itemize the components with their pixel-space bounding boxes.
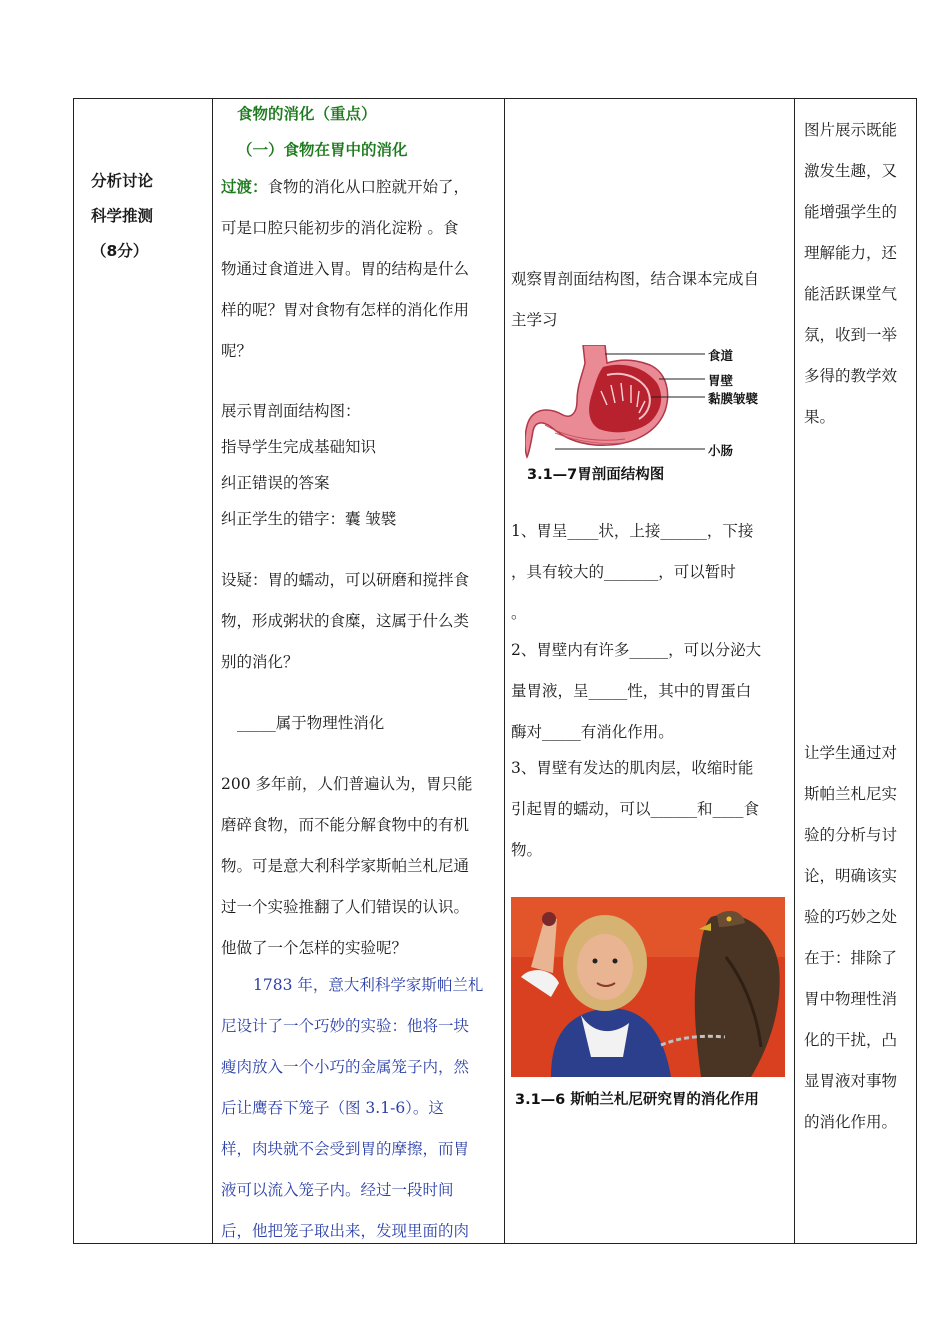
experiment-line: 液可以流入笼子内。经过一段时间 [221,1181,454,1199]
label-stomach-wall: 胃壁 [708,373,734,388]
question-line: 3、胃壁有发达的肌肉层，收缩时能 [511,759,754,777]
stage-time: （8分） [91,242,149,260]
text-line: 纠正错误的答案 [221,474,330,492]
intent-line: 让学生通过对 [804,744,898,762]
text-line: 别的消化？ [221,653,299,671]
intent-line: 理解能力，还 [804,244,898,262]
intent-line: 化的干扰，凸 [804,1031,898,1049]
text-line: 过一个实验推翻了人们错误的认识。 [221,898,470,916]
intent-line: 多得的教学效 [804,367,898,385]
section-subheading: （一）食物在胃中的消化 [237,141,408,159]
text-line: 主学习 [511,311,558,329]
experiment-line: 后让鹰吞下笼子（图 3.1-6）。这 [221,1099,444,1117]
intent-line: 显胃液对事物 [804,1072,898,1090]
question-line: 量胃液，呈_____性，其中的胃蛋白 [511,682,752,700]
text-line: 磨碎食物，而不能分解食物中的有机 [221,816,470,834]
stage-title-2: 科学推测 [91,207,154,225]
text-line: 展示胃剖面结构图： [221,402,361,420]
experiment-line: 瘦肉放入一个小巧的金属笼子内，然 [221,1058,470,1076]
text-line: 指导学生完成基础知识 [221,438,377,456]
design-intent-cell [795,99,917,1244]
experiment-line: 1783 年，意大利科学家斯帕兰札 [253,976,484,994]
text-line: 观察胃剖面结构图，结合课本完成自 [511,270,760,288]
intent-line: 果。 [804,408,836,426]
question-line: 2、胃壁内有许多_____，可以分泌大 [511,641,762,659]
text-line: 200 多年前，人们普遍认为，胃只能 [221,775,473,793]
experiment-line: 样，肉块就不会受到胃的摩擦，而胃 [221,1140,470,1158]
text-line: 设疑：胃的蠕动，可以研磨和搅拌食 [221,571,470,589]
student-activity-cell [505,99,795,1244]
question-line: ，具有较大的_______，可以暂时 [511,563,736,581]
intent-line: 在于：排除了 [804,949,898,967]
stage-title-1: 分析讨论 [91,172,154,190]
intent-line: 胃中物理性消 [804,990,898,1008]
fill-blank-line: _____属于物理性消化 [237,714,385,732]
label-esophagus: 食道 [708,348,734,363]
stage-cell [74,99,213,1244]
section-heading: 食物的消化（重点） [237,105,377,123]
question-line: 引起胃的蠕动，可以______和____食 [511,800,760,818]
text-line: 可是口腔只能初步的消化淀粉 。食 [221,219,459,237]
lesson-plan-table [73,98,917,1244]
text-line: 物通过食道进入胃。胃的结构是什么 [221,260,470,278]
label-small-intestine: 小肠 [708,443,734,458]
transition-label: 过渡： [221,178,268,196]
intent-line: 能增强学生的 [804,203,898,221]
question-line: 。 [511,604,527,622]
experiment-line: 尼设计了一个巧妙的实验：他将一块 [221,1017,470,1035]
intent-line: 氛，收到一举 [804,326,898,344]
intent-line: 能活跃课堂气 [804,285,898,303]
figure-caption-stomach: 3.1—7胃剖面结构图 [527,467,665,483]
text-line: 样的呢？胃对食物有怎样的消化作用 [221,301,470,319]
text-line: 物。可是意大利科学家斯帕兰札尼通 [221,857,470,875]
teacher-activity-cell [213,99,505,1244]
text-line: 他做了一个怎样的实验呢？ [221,939,408,957]
text-line: 纠正学生的错字：囊 皱襞 [221,510,397,528]
spallanzani-illustration [511,897,785,1077]
figure-caption-spallanzani: 3.1—6 斯帕兰札尼研究胃的消化作用 [515,1092,759,1108]
question-line: 酶对_____有消化作用。 [511,723,674,741]
intent-line: 激发生趣，又 [804,162,898,180]
transition-line: 过渡：食物的消化从口腔就开始了， [221,178,470,196]
text-line: 呢？ [221,342,253,360]
intent-line: 斯帕兰札尼实 [804,785,898,803]
intent-line: 的消化作用。 [804,1113,898,1131]
intent-line: 验的巧妙之处 [804,908,898,926]
question-line: 物。 [511,841,543,859]
intent-line: 验的分析与讨 [804,826,898,844]
intent-line: 论，明确该实 [804,867,898,885]
question-line: 1、胃呈____状，上接______，下接 [511,522,754,540]
text-line: 物，形成粥状的食糜，这属于什么类 [221,612,470,630]
experiment-line: 后，他把笼子取出来，发现里面的肉 [221,1222,470,1240]
intent-line: 图片展示既能 [804,121,898,139]
label-mucosal-folds: 黏膜皱襞 [708,391,759,406]
